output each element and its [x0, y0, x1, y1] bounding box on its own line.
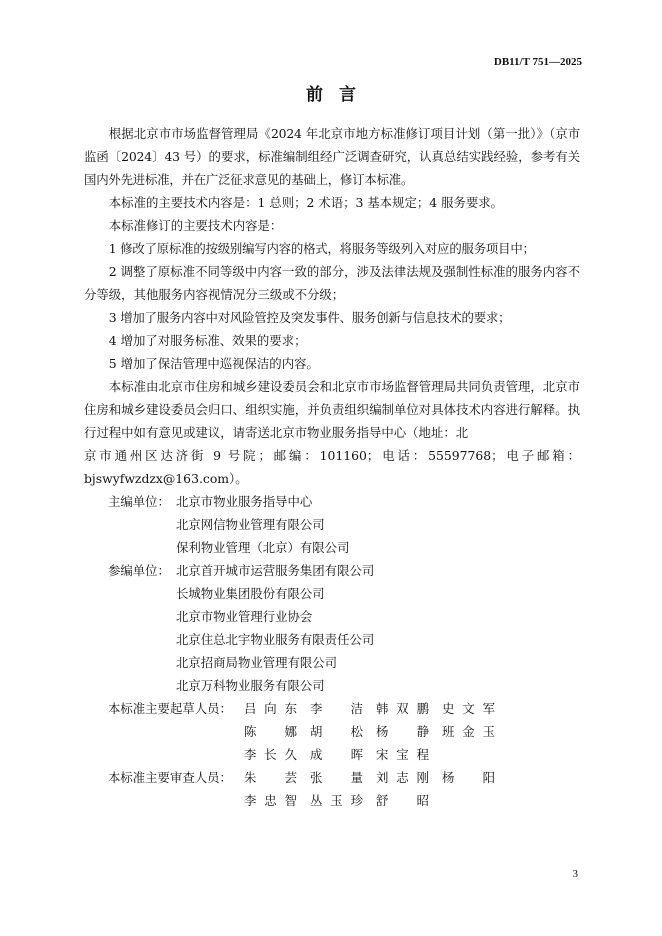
document-body [84, 122, 580, 812]
participating-unit: 北京市物业管理行业协会 [176, 609, 313, 624]
paragraph-basis: 根据北京市市场监督管理局《2024 年北京市地方标准修订项目计划（第一批）》（京市监函〔2024〕43 号）的要求，标准编制组经广泛调查研究，认真总结实践经验，参考有关国内外先进标准，并在广泛征求意见的基础上，修订本标准。 [84, 126, 580, 187]
page-title: 前言 [306, 85, 372, 105]
change-item-2: 2 调整了原标准不同等级中内容一致的部分，涉及法律法规及强制性标准的服务内容不分等级，其他服务内容视情况分三级或不分级； [84, 264, 580, 302]
chief-unit: 保利物业管理（北京）有限公司 [176, 540, 350, 555]
paragraph-revision-intro: 本标准修订的主要技术内容是： [108, 218, 283, 233]
drafter-name: 史文军 [442, 701, 495, 716]
reviewer-name: 舒 昭 [376, 793, 429, 808]
participating-unit: 北京首开城市运营服务集团有限公司 [176, 563, 375, 578]
reviewer-name: 杨 阳 [442, 770, 495, 785]
chief-unit: 北京网信物业管理有限公司 [176, 517, 325, 532]
drafter-name: 班金玉 [442, 724, 495, 739]
chief-unit: 北京市物业服务指导中心 [176, 494, 313, 509]
reviewer-name: 张 量 [310, 770, 363, 785]
drafter-name: 杨 静 [376, 724, 429, 739]
drafters-block [108, 697, 580, 766]
reviewer-name: 李忠智 [244, 793, 297, 808]
page-number: 3 [572, 868, 578, 880]
chief-units-label: 主编单位： [108, 494, 170, 509]
change-item-4: 4 增加了对服务标准、效果的要求； [108, 333, 307, 348]
paragraph-management-address: 京市通州区达济街 9 号院；邮编：101160；电话：55597768；电子邮箱： [84, 448, 580, 463]
change-item-5: 5 增加了保洁管理中巡视保洁的内容。 [108, 356, 319, 371]
paragraph-management-email: bjswyfwzdzx@163.com）。 [84, 471, 248, 486]
paragraph-main-content: 本标准的主要技术内容是：1 总则；2 术语；3 基本规定；4 服务要求。 [108, 195, 504, 210]
drafter-name: 李长久 [244, 747, 297, 762]
participating-unit: 北京住总北宇物业服务有限责任公司 [176, 632, 375, 647]
chief-units-block [108, 490, 580, 559]
reviewers-block [108, 766, 580, 812]
reviewer-name: 朱 芸 [244, 770, 297, 785]
change-item-3: 3 增加了服务内容中对风险管控及突发事件、服务创新与信息技术的要求； [108, 310, 511, 325]
doc-code: DB11/T 751—2025 [493, 56, 582, 68]
drafters-label: 本标准主要起草人员： [108, 701, 232, 716]
paragraph-management: 本标准由北京市住房和城乡建设委员会和北京市市场监督管理局共同负责管理，北京市住房和城乡建设委员会归口、组织实施，并负责组织编制单位对具体技术内容进行解释。执行过程中如有意见或建议，请寄送北京市物业服务指导中心（地址：北 [84, 379, 580, 440]
participating-unit: 北京万科物业服务有限公司 [176, 678, 325, 693]
participating-unit: 北京招商局物业管理有限公司 [176, 655, 338, 670]
drafter-name: 成 晖 [310, 747, 363, 762]
change-item-1: 1 修改了原标准的按级别编写内容的格式，将服务等级列入对应的服务项目中； [108, 241, 535, 256]
drafter-name: 吕向东 [244, 701, 297, 716]
reviewer-name: 刘志刚 [376, 770, 429, 785]
reviewer-name: 丛玉珍 [310, 793, 363, 808]
participating-unit: 长城物业集团股份有限公司 [176, 586, 325, 601]
participating-units-label: 参编单位： [108, 563, 170, 578]
drafter-name: 韩双鹏 [376, 701, 429, 716]
reviewers-label: 本标准主要审查人员： [108, 770, 232, 785]
participating-units-block [108, 559, 580, 697]
drafter-name: 宋宝程 [376, 747, 429, 762]
drafter-name: 胡 松 [310, 724, 363, 739]
drafter-name: 陈 娜 [244, 724, 297, 739]
drafter-name: 李 洁 [310, 701, 363, 716]
